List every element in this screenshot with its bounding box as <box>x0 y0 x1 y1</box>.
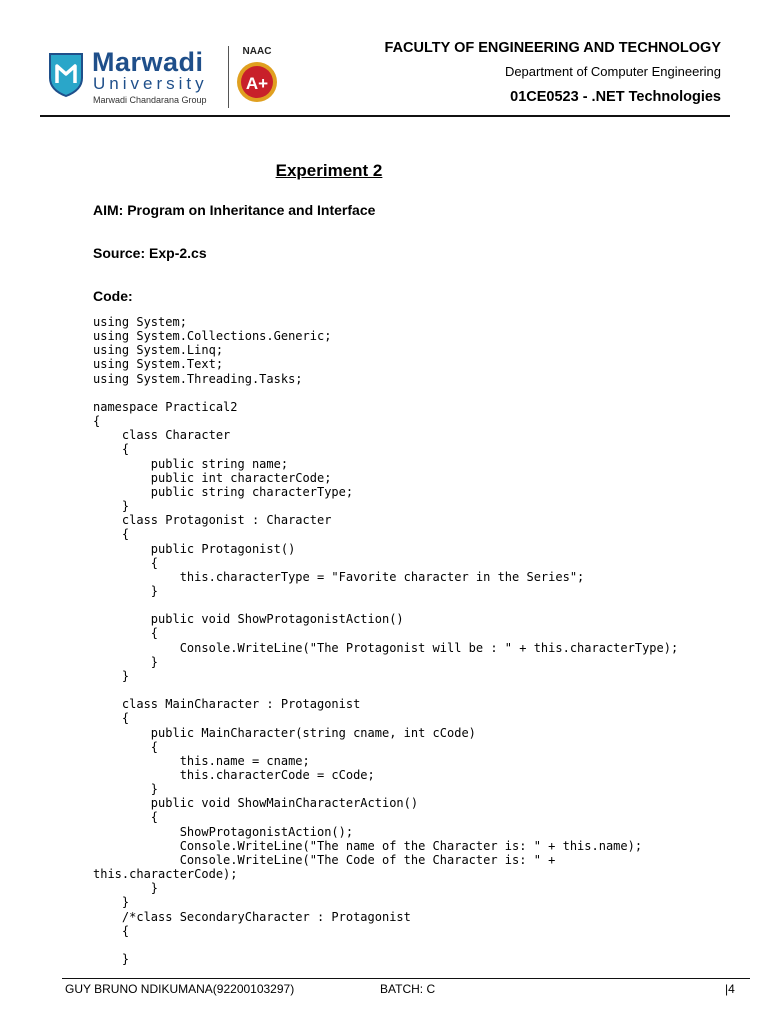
code-label: Code: <box>93 288 133 304</box>
code-line: } <box>93 499 130 514</box>
code-line: Console.WriteLine("The Code of the Character is: " + <box>93 852 556 867</box>
code-line: using System.Threading.Tasks; <box>93 371 303 386</box>
code-line: { <box>93 527 130 542</box>
footer-page-number: |4 <box>725 982 735 996</box>
code-line: Console.WriteLine("The Protagonist will be : " + this.characterType); <box>93 640 679 655</box>
department-name: Department of Computer Engineering <box>504 64 721 79</box>
code-line: } <box>93 881 159 896</box>
code-line: this.characterCode = cCode; <box>93 768 375 782</box>
code-line: } <box>93 668 130 683</box>
footer-batch: BATCH: C <box>380 982 436 996</box>
aim-line: AIM: Program on Inheritance and Interface <box>93 202 376 218</box>
code-line: public void ShowMainCharacterAction() <box>93 796 419 811</box>
university-name: Marwadi <box>92 47 204 77</box>
naac-label: NAAC <box>242 46 272 57</box>
code-line: ShowProtagonistAction(); <box>93 824 354 839</box>
code-line: } <box>93 654 159 669</box>
code-line: { <box>93 626 159 641</box>
university-group: Marwadi Chandarana Group <box>93 95 207 105</box>
code-line: using System.Text; <box>93 357 224 372</box>
code-line: using System.Linq; <box>93 343 224 358</box>
code-line: class Character <box>93 428 231 443</box>
footer-student: GUY BRUNO NDIKUMANA(92200103297) <box>65 982 295 996</box>
course-code: 01CE0523 - .NET Technologies <box>510 89 721 105</box>
code-line: public void ShowProtagonistAction() <box>93 612 404 627</box>
code-line: { <box>93 414 101 429</box>
code-line: Console.WriteLine("The name of the Character is: " + this.name); <box>93 838 643 853</box>
code-line: public string characterType; <box>93 484 354 499</box>
university-sub: University <box>93 74 208 93</box>
source-line: Source: Exp-2.cs <box>93 245 207 261</box>
code-line: class Protagonist : Character <box>93 513 332 528</box>
code-line: } <box>93 782 159 797</box>
code-line: using System.Collections.Generic; <box>93 329 332 344</box>
code-line: { <box>93 711 130 726</box>
faculty-title: FACULTY OF ENGINEERING AND TECHNOLOGY <box>384 40 721 56</box>
code-line: } <box>93 583 159 598</box>
naac-grade: A+ <box>245 74 269 93</box>
code-line: namespace Practical2 <box>93 399 238 414</box>
code-line: public MainCharacter(string cname, int cCode) <box>93 725 476 740</box>
header-right <box>385 38 721 107</box>
code-line: { <box>93 923 130 938</box>
code-line: this.name = cname; <box>93 753 310 768</box>
code-line: { <box>93 555 159 570</box>
code-line: } <box>93 952 130 967</box>
header-rule <box>40 115 730 117</box>
naac-badge-icon <box>236 60 278 104</box>
header-divider <box>228 46 229 108</box>
page-title: Experiment 2 <box>275 161 383 180</box>
code-line: /*class SecondaryCharacter : Protagonist <box>93 909 411 924</box>
code-line: { <box>93 442 130 457</box>
naac-emblem <box>234 46 280 108</box>
footer-rule <box>62 978 750 979</box>
code-line: public Protagonist() <box>93 541 296 556</box>
code-line: this.characterType = "Favorite character in the Series"; <box>93 569 585 584</box>
code-listing <box>93 315 678 966</box>
code-line: public int characterCode; <box>93 470 332 485</box>
code-line: using System; <box>93 315 187 329</box>
code-line: public string name; <box>93 456 289 471</box>
code-line: class MainCharacter : Protagonist <box>93 697 361 712</box>
code-line: { <box>93 810 159 825</box>
code-line: this.characterCode); <box>93 867 238 882</box>
code-line: } <box>93 895 130 910</box>
code-line: { <box>93 739 159 754</box>
shield-icon <box>46 50 86 98</box>
